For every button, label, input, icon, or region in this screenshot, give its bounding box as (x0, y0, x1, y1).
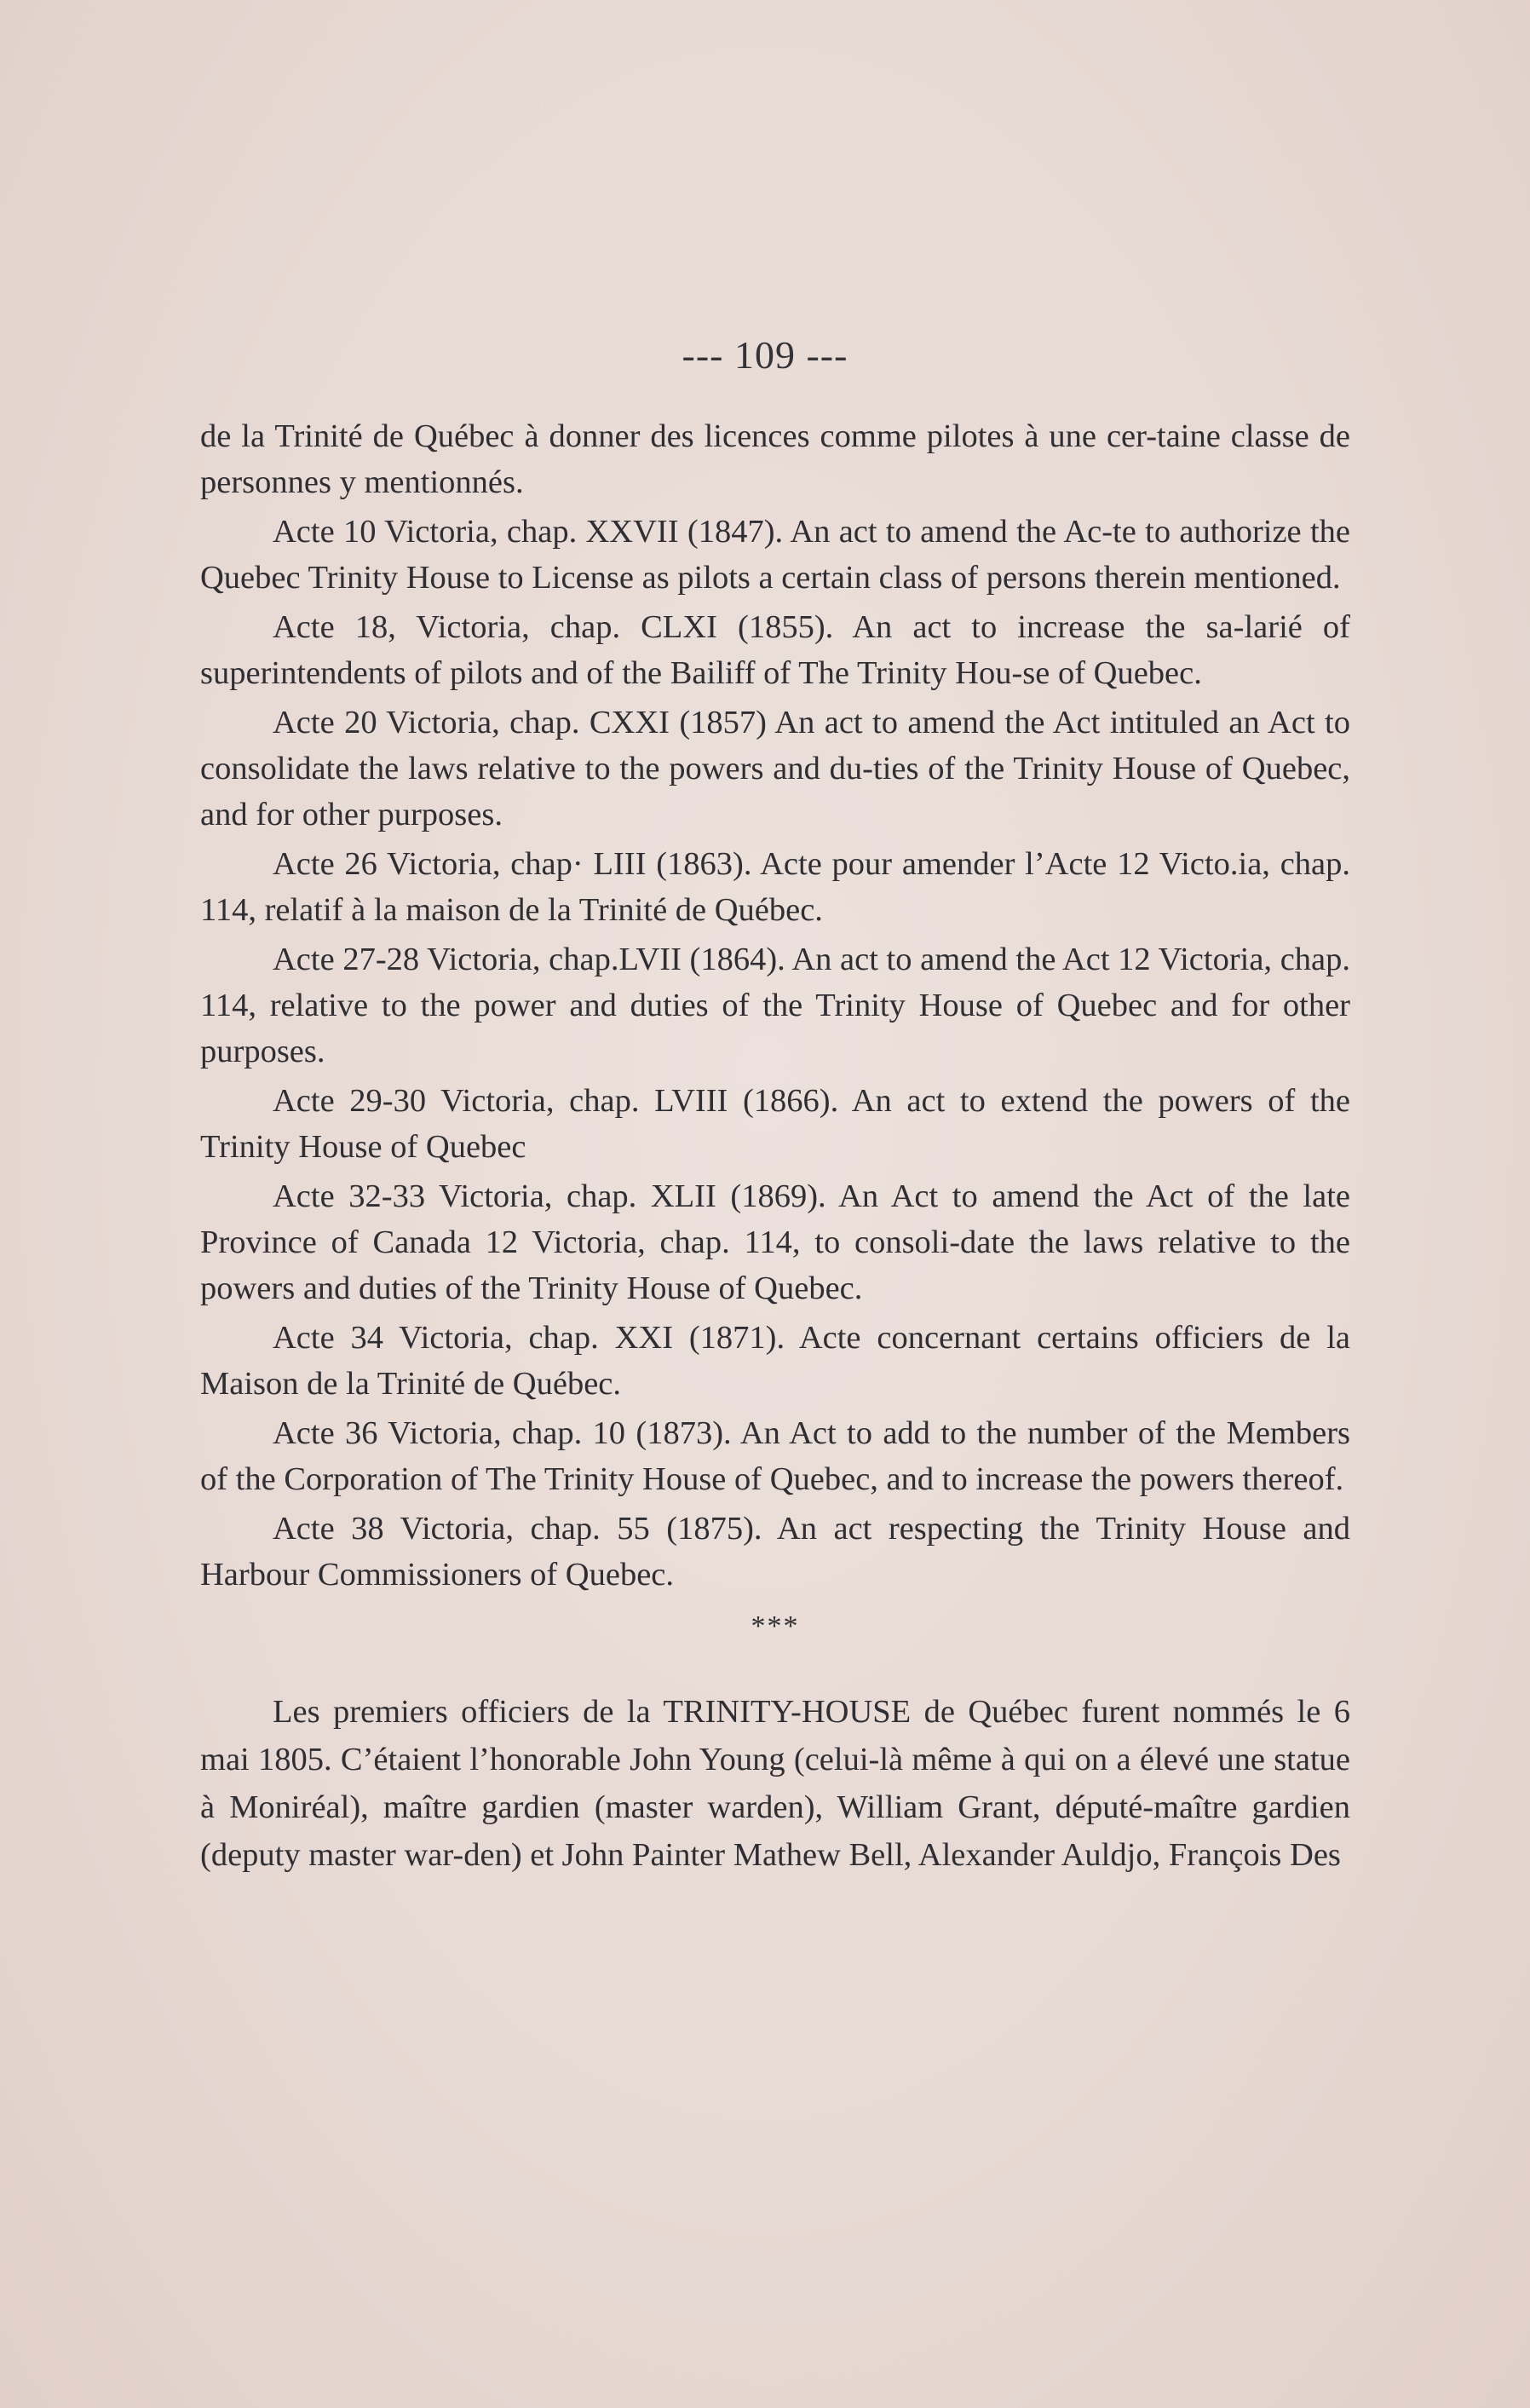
paragraph-acte-1875: Acte 38 Victoria, chap. 55 (1875). An act respecting the Trinity House and Harbour Commissioners of Quebec. (200, 1511, 1350, 1593)
paragraph-premiers-officiers: Les premiers officiers de la TRINITY-HOUSE de Québec furent nommés le 6 mai 1805. C’étaient l’honorable John Young (celui-là même à qui on a élevé une statue à Moniréal), maître gardien (master warden), William Grant, député-maître gardien (deputy master war-den) et John Painter Mathew Bell, Alexander Auldjo, François Des (200, 1694, 1350, 1873)
body-text (200, 413, 1350, 1879)
paragraph-acte-1847: Acte 10 Victoria, chap. XXVII (1847). An act to amend the Ac-te to authorize the Quebec Trinity House to License as pilots a certain class of persons therein mentioned. (200, 514, 1350, 596)
paragraph-acte-1871: Acte 34 Victoria, chap. XXI (1871). Acte concernant certains officiers de la Maison de la Trinité de Québec. (200, 1320, 1350, 1402)
page-number: --- 109 --- (682, 333, 848, 377)
paragraph-acte-1866: Acte 29-30 Victoria, chap. LVIII (1866). An act to extend the powers of the Trinity House of Quebec (200, 1083, 1350, 1165)
paragraph-acte-1857: Acte 20 Victoria, chap. CXXI (1857) An act to amend the Act intituled an Act to consolidate the laws relative to the powers and du-ties of the Trinity House of Quebec, and for other purposes. (200, 705, 1350, 832)
paragraph-acte-1873: Acte 36 Victoria, chap. 10 (1873). An Act to add to the number of the Members of the Corporation of The Trinity House of Quebec, and to increase the powers thereof. (200, 1415, 1350, 1497)
paragraph-acte-1855: Acte 18, Victoria, chap. CLXI (1855). An act to increase the sa-larié of superintendents of pilots and of the Bailiff of The Trinity Hou-se of Quebec. (200, 609, 1350, 691)
paragraph-acte-1863: Acte 26 Victoria, chap· LIII (1863). Acte pour amender l’Acte 12 Victo.ia, chap. 114, relatif à la maison de la Trinité de Québec. (200, 846, 1350, 928)
paragraph-continuation: de la Trinité de Québec à donner des licences comme pilotes à une cer-taine classe de personnes y mentionnés. (200, 418, 1350, 500)
paragraph-acte-1864: Acte 27-28 Victoria, chap.LVII (1864). An act to amend the Act 12 Victoria, chap. 114, relative to the power and duties of the Trinity House of Quebec and for other purposes. (200, 942, 1350, 1069)
section-separator: *** (751, 1610, 800, 1642)
paragraph-acte-1869: Acte 32-33 Victoria, chap. XLII (1869). An Act to amend the Act of the late Province of Canada 12 Victoria, chap. 114, to consoli-date the laws relative to the powers and duties of the Trinity House of Quebec. (200, 1178, 1350, 1306)
